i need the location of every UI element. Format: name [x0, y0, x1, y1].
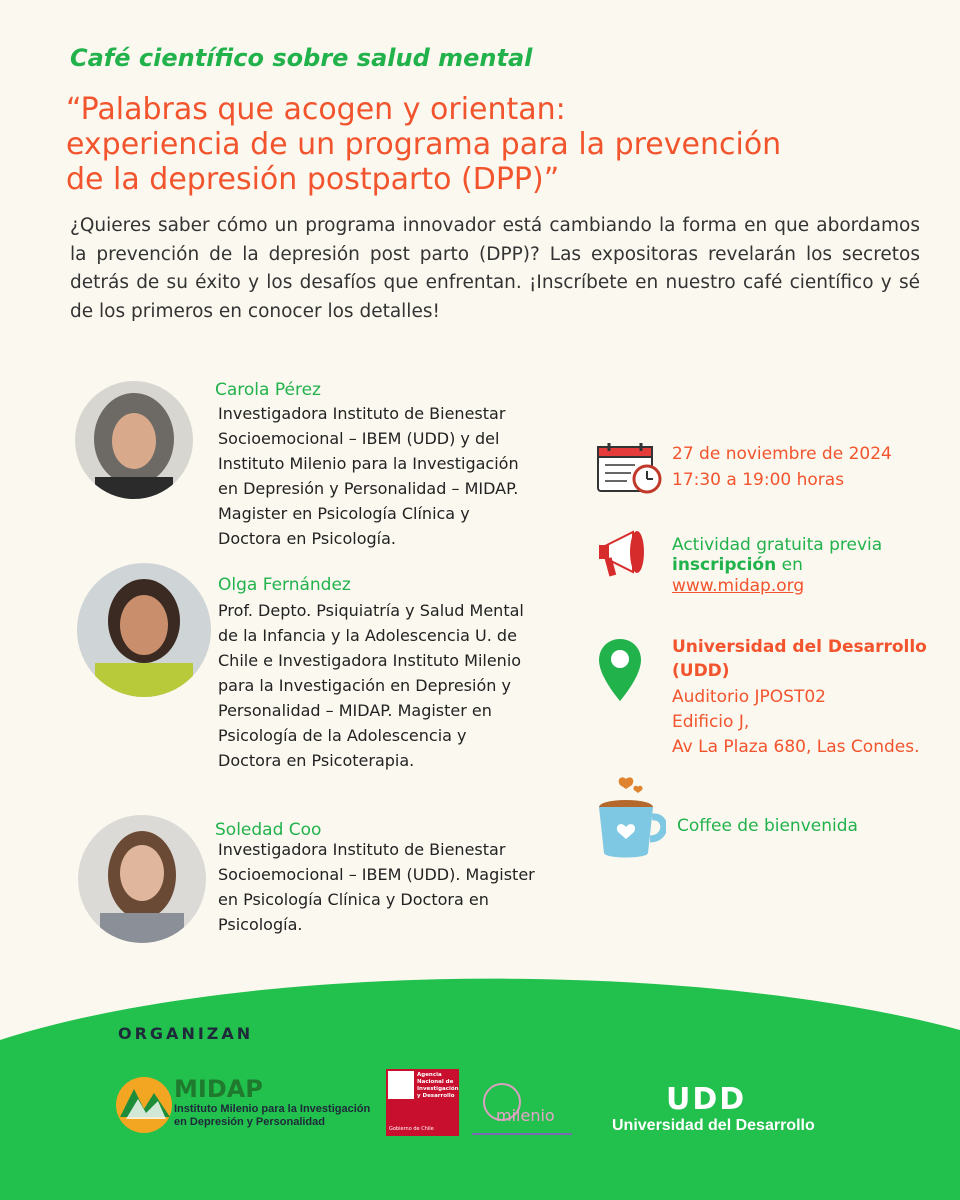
venue-line: Edificio J,: [672, 712, 750, 732]
registration-line: Actividad gratuita previa: [672, 535, 883, 555]
event-time: 17:30 a 19:00 horas: [672, 470, 845, 490]
bio-line: Personalidad – MIDAP. Magister en: [218, 701, 492, 720]
speaker-name: Carola Pérez: [215, 380, 321, 400]
registration-line-2: [672, 554, 803, 576]
anid-logo: [386, 1069, 459, 1136]
bio-line: Doctora en Psicoterapia.: [218, 751, 415, 770]
midap-subtitle: [174, 1103, 370, 1129]
title-line: “Palabras que acogen y orientan:: [66, 92, 566, 127]
event-date: 27 de noviembre de 2024: [672, 444, 892, 464]
midap-logo: [114, 1075, 176, 1135]
chile-shield-icon: [388, 1071, 414, 1099]
speaker-bio: [218, 598, 524, 773]
speaker-photo-olga: [77, 563, 211, 697]
bio-line: Socioemocional – IBEM (UDD) y del: [218, 429, 500, 448]
bio-line: Prof. Depto. Psiquiatría y Salud Mental: [218, 601, 524, 620]
anid-line: Agencia: [417, 1072, 442, 1078]
bio-line: Doctora en Psicología.: [218, 529, 396, 548]
bio-line: Psicología.: [218, 915, 303, 934]
bio-line: Instituto Milenio para la Investigación: [218, 454, 519, 473]
anid-line: y Desarrollo: [417, 1093, 455, 1099]
midap-name: MIDAP: [174, 1075, 263, 1103]
milenio-text: milenio: [496, 1106, 555, 1125]
midap-sub-line: en Depresión y Personalidad: [174, 1116, 325, 1128]
event-title: [66, 92, 781, 197]
speaker-bio: [218, 401, 519, 551]
bio-line: Chile e Investigadora Instituto Milenio: [218, 651, 522, 670]
speaker-name: Soledad Coo: [215, 820, 322, 840]
speaker-photo-soledad: [78, 815, 206, 943]
anid-line: Nacional de: [417, 1079, 454, 1085]
calendar-icon: [597, 443, 663, 495]
bio-line: Psicología de la Adolescencia y: [218, 726, 467, 745]
bio-line: en Depresión y Personalidad – MIDAP.: [218, 479, 519, 498]
venue-name: Universidad del Desarrollo: [672, 637, 927, 657]
coffee-cup-icon: [596, 775, 666, 863]
location-pin-icon: [597, 637, 643, 703]
registration-bold: inscripción: [672, 555, 777, 575]
milenio-logo: [468, 1078, 572, 1136]
speaker-name: Olga Fernández: [218, 575, 351, 595]
title-line: de la depresión postparto (DPP)”: [66, 162, 560, 197]
megaphone-icon: [597, 528, 655, 582]
coffee-text: Coffee de bienvenida: [677, 816, 858, 836]
bio-line: Magister en Psicología Clínica y: [218, 504, 470, 523]
organizers-label: ORGANIZAN: [118, 1024, 254, 1043]
bio-line: en Psicología Clínica y Doctora en: [218, 890, 489, 909]
venue-name-2: (UDD): [672, 661, 730, 681]
bio-line: Socioemocional – IBEM (UDD). Magister: [218, 865, 535, 884]
udd-logo: UDD: [666, 1082, 747, 1117]
udd-name: Universidad del Desarrollo: [612, 1117, 815, 1134]
title-line: experiencia de un programa para la prevención: [66, 127, 782, 162]
speaker-photo-carola: [75, 381, 193, 499]
event-subtitle: Café científico sobre salud mental: [70, 44, 533, 72]
bio-line: de la Infancia y la Adolescencia U. de: [218, 626, 517, 645]
anid-gov: Gobierno de Chile: [389, 1126, 434, 1132]
anid-line: Investigación: [417, 1086, 459, 1092]
venue-line: Auditorio JPOST02: [672, 687, 826, 707]
bio-line: para la Investigación en Depresión y: [218, 676, 511, 695]
speaker-bio: [218, 837, 535, 937]
midap-sub-line: Instituto Milenio para la Investigación: [174, 1103, 371, 1115]
registration-suffix: en: [776, 555, 803, 575]
intro-paragraph: ¿Quieres saber cómo un programa innovador está cambiando la forma en que abordamos la prevención de la depresión post parto (DPP)? Las expositoras revelarán los secretos detrás de su éxito y los desafíos que enfrentan. ¡Inscríbete en nuestro café científico y sé de los primeros en conocer los detalles!: [70, 215, 920, 322]
bio-line: Investigadora Instituto de Bienestar: [218, 840, 506, 859]
registration-link[interactable]: www.midap.org: [672, 576, 805, 596]
bio-line: Investigadora Instituto de Bienestar: [218, 404, 506, 423]
venue-line: Av La Plaza 680, Las Condes.: [672, 737, 920, 757]
